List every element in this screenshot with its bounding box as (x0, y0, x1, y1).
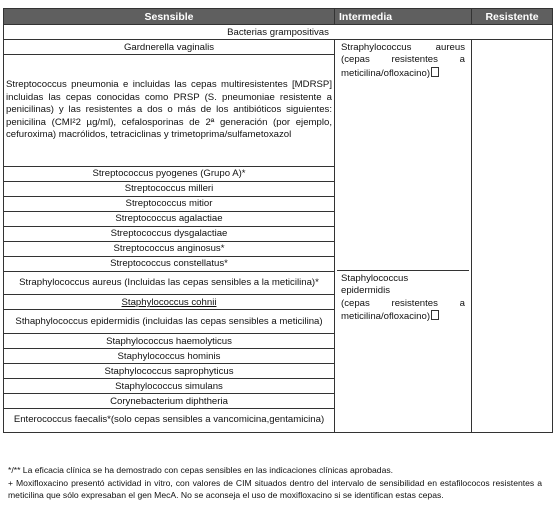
intermedia-top-text: Straphylococcus aureus (cepas resistentes a meticilina/ofloxacino) (341, 42, 465, 79)
organism-cell: Sthaphylococcus epidermidis (incluidas las cepas sensibles a meticilina) (4, 310, 335, 334)
organism-cell: Enterococcus faecalis*(solo cepas sensibles a vancomicina,gentamicina) (4, 409, 335, 433)
organism-cell: Streptococcus agalactiae (4, 211, 335, 226)
organism-cell: Streptococcus pyogenes (Grupo A)* (4, 166, 335, 181)
intermedia-bottom-line1: Staphylococcus (341, 273, 409, 284)
organism-cell: Staphylococcus haemolyticus (4, 334, 335, 349)
header-row (4, 9, 553, 25)
organism-cell: Streptococcus dysgalactiae (4, 226, 335, 241)
organism-cell: Staphylococcus saprophyticus (4, 364, 335, 379)
organism-cell: Staphylococcus hominis (4, 349, 335, 364)
section-title: Bacterias grampositivas (4, 25, 553, 40)
organism-cell: Streptococcus pneumonia e incluidas las cepas multiresistentes [MDRSP] incluidas las cepas conocidas como PRSP (S. pneumoniae resistente a penicilinas) y las resistentes a dos o más de los antibióticos siguientes: penicilina (CMI²2 µg/ml), cefalosporinas de 2ª generación (por ejemplo, cefuroxima) macrólidos, tetraciclinas y trimetoprima/sulfametoxazol (4, 55, 335, 167)
missing-glyph-icon (431, 67, 439, 77)
intermedia-top (337, 40, 469, 82)
susceptibility-table (3, 8, 553, 433)
intermedia-bottom-rest-text: (cepas resistentes a meticilina/ofloxacino) (341, 297, 465, 323)
header-intermedia: Intermedia (335, 9, 472, 25)
intermedia-bottom (337, 270, 469, 326)
footnotes (8, 464, 542, 502)
table-row (4, 40, 553, 55)
organism-cell: Straphylococcus aureus (Incluidas las cepas sensibles a la meticilina)* (4, 271, 335, 295)
organism-cell: Streptococcus anginosus* (4, 241, 335, 256)
intermedia-cell (335, 40, 472, 433)
intermedia-bottom-rest (341, 298, 465, 324)
organism-cell: Streptococcus mitior (4, 196, 335, 211)
organism-cell: Gardnerella vaginalis (4, 40, 335, 55)
intermedia-bottom-line2: epidermidis (341, 285, 391, 297)
missing-glyph-icon (431, 310, 439, 320)
organism-cell: Streptococcus milleri (4, 181, 335, 196)
header-sensible: Sesnsible (4, 9, 335, 25)
organism-cell: Corynebacterium diphtheria (4, 394, 335, 409)
footnote-1: */** La eficacia clínica se ha demostrado con cepas sensibles en las indicaciones clínicas aprobadas. (8, 465, 394, 475)
header-resistente: Resistente (472, 9, 553, 25)
section-row (4, 25, 553, 40)
organism-cell: Staphylococcus simulans (4, 379, 335, 394)
resistente-cell (472, 40, 553, 433)
organism-cell: Staphylococcus cohnii (4, 295, 335, 310)
organism-cell: Streptococcus constellatus* (4, 256, 335, 271)
footnote-2: + Moxifloxacino presentó actividad in vitro, con valores de CIM situados dentro del intervalo de sensibilidad en estafilococos resistentes a meticilina que sólo expresaban el gen MecA. No se aconseja el uso de moxifloxacino si se identifican estas cepas. (8, 477, 542, 501)
